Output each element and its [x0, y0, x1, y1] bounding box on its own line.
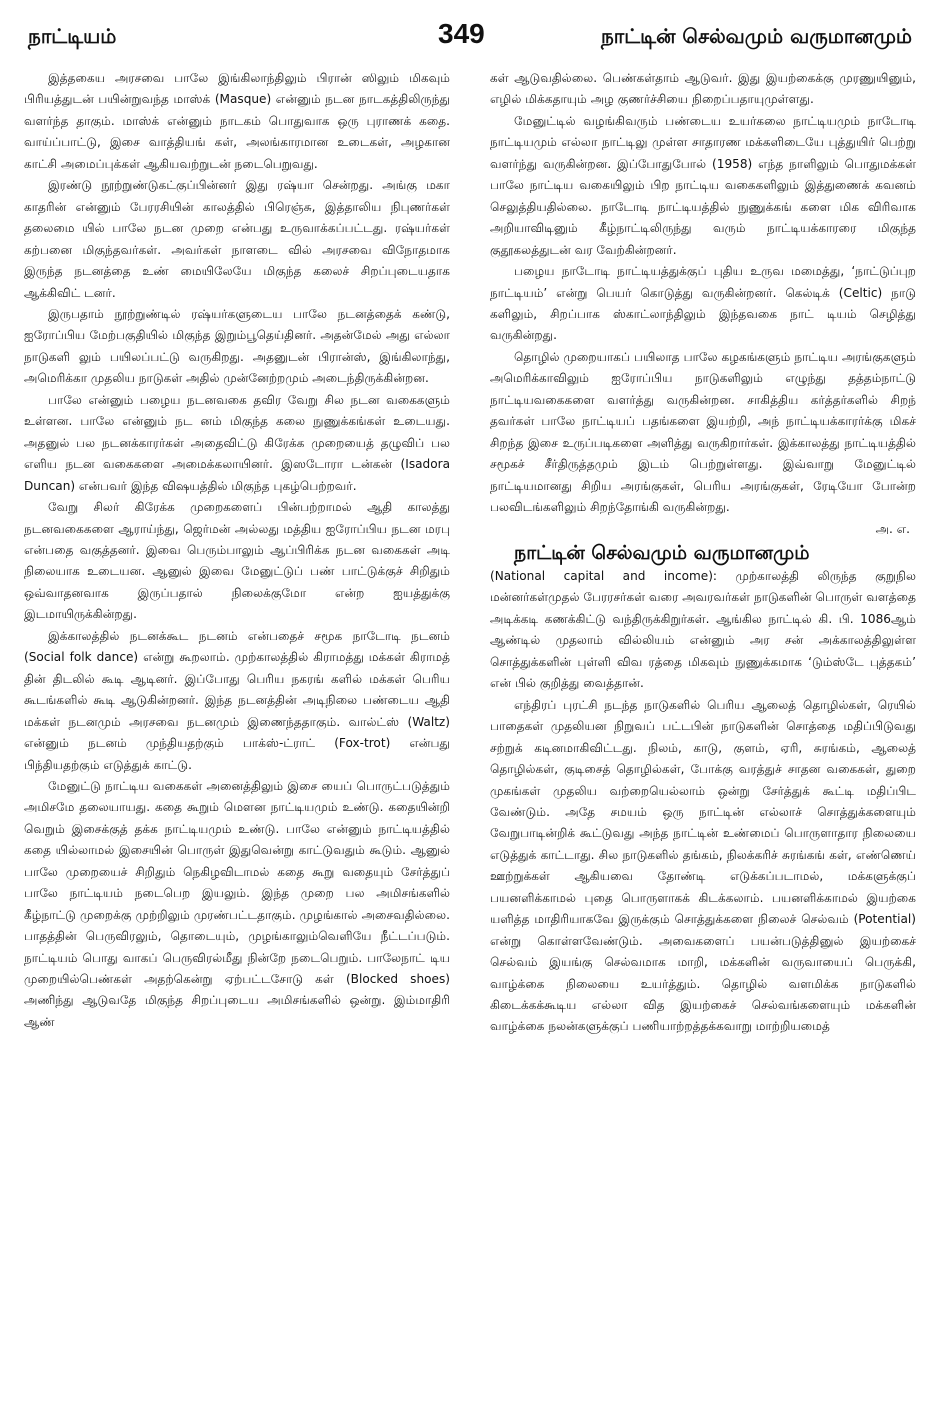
paragraph: பாலே என்னும் பழைய நடனவகை தவிர வேறு சில நடன வகைகளும் உள்ளன. பாலே என்னும் நட னம் மிகுந்த கலை நுணுக்கங்கள் உடையது. அதனுல் பல நடனக்காரர்கள் அதைவிட்டு கிரேக்க முறையைத் தழுவிப் பல எளிய நடன வகைகளை அமைக்கலாயினர். இஸடோரா டன்கன் (Isadora Duncan) என்பவர் இந்த விஷயத்தில் மிகுந்த புகழ்பெற்றவர்.	[24, 392, 450, 493]
page-header	[28, 14, 912, 54]
paragraph: தொழில் முறையாகப் பயிலாத பாலே கழகங்களும் நாட்டிய அரங்குகளும் அமெரிக்காவிலும் ஐரோப்பிய நாடுகளிலும் எழுந்து தத்தம்நாட்டு நாட்டியவகைகளை வளர்த்து வருகின்றன. சாகித்திய கர்த்தர்களில் சிறந் தவர்கள் பாலே நாட்டியப் பதங்களை இயற்றி, அந் நாட்டியக்காரர்க்கு மிகச் சிறந்த இசை உருப்படிகளை அளித்து வருகிறார்கள். இக்காலத்து நாட்டியத்தில் சமூகச் சீர்திருத்தமும் இடம் பெற்றுள்ளது. இவ்வாறு மேனுட்டில் நாட்டியமானது சிறிய அரங்குகள், பெரிய அரங்குகள், ரேடியோ போன்ற பலவிடங்களிலும் சிறந்தோங்கி வருகின்றது.	[490, 349, 916, 515]
paragraph: இத்தகைய அரசவை பாலே இங்கிலாந்திலும் பிரான் ஸிலும் மிகவும் பிரியத்துடன் பயின்றுவந்த மாஸ்க் (Masque) என்னும் நடன நாடகத்திலிருந்து வளர்ந்த தாகும். மாஸ்க் என்னும் நாடகம் பொதுவாக ஒரு புராணக் கதை. வாய்ப்பாட்டு, இசை வாத்தியங் கள், அலங்காரமான உடைகள், அழகான காட்சி அமைப்புக்கள் ஆகியவற்றுடன் நடைபெறுவது.	[24, 71, 450, 171]
author-signature: அ. எ.	[875, 521, 910, 536]
page-number: 349	[438, 18, 485, 49]
running-head-right: நாட்டின் செல்வமும் வருமானமும்	[600, 24, 912, 48]
running-head-left: நாட்டியம்	[28, 24, 117, 48]
paragraph: மேனுட்டில் வழங்கிவரும் பண்டைய உயர்கலை நாட்டியமும் நாடோடி நாட்டியமும் எல்லா நாட்டிலு முள்ள சாதாரண மக்களிடையே புத்துயிர் பெற்று வளர்ந்து வருகின்றன. இப்போதுபோல் (1958) எந்த நாளிலும் பொதுமக்கள் பாலே நாட்டிய வகையிலும் பிற நாட்டிய வகைகளிலும் இத்துணைக் கவனம் செலுத்தியதில்லை. நாடோடி நாட்டியத்தில் நுணுக்கங் களை மிக விரிவாக அறியாவிடினும் கீழ்நாட்டிலிருந்து வரும் நாட்டியக்காரரை மிகுந்த குதூகலத்துடன் வர வேற்கின்றனர்.	[490, 113, 916, 257]
paragraph: (National capital and income): முற்காலத்தி லிருந்த குறுநில மன்னர்கள்முதல் பேரரசர்கள் வரை அவரவர்கள் நாடுகளின் பொருள் வளத்தை அடிக்கடி கணக்கிட்டு வந்திருக்கிறுர்கள். ஆங்கில நாட்டில் கி. பி. 1086ஆம் ஆண்டில் முதலாம் வில்லியம் என்னும் அர சன் அக்காலத்திலுள்ள சொத்துக்களின் புள்ளி விவ ரத்தை மிகவும் நுணுக்கமாக ‘டும்ஸ்டே புத்தகம்’ என் பில் குறித்து வைத்தான்.	[490, 568, 916, 691]
paragraph: கள் ஆடுவதில்லை. பெண்கள்தாம் ஆடுவர். இது இயற்கைக்கு முரணுயினும், எழில் மிக்கதாயும் அழ குணர்ச்சியை நிறைப்பதாயுமுள்ளது.	[490, 71, 916, 107]
paragraph: இக்காலத்தில் நடனக்கூட நடனம் என்பதைச் சமூக நாடோடி நடனம் (Social folk dance) என்று கூறலாம். முற்காலத்தில் கிராமத்து மக்கள் கிராமத் தின் திடலில் கூடி ஆடினர். இப்போது பெரிய நகரங் களில் மக்கள் பெரிய கூடங்களில் கூடி ஆடுகின்றனர். இந்த நடனத்தின் அடிநிலை பண்டைய ஆதி மக்கள் நடனமும் அரசவை நடனமும் இணைந்ததாகும். வால்ட்ஸ் (Waltz) என்னும் நடனம் முந்தியதற்கும் பாக்ஸ்-ட்ராட் (Fox-trot) என்பது பிந்தியதற்கும் எடுத்துக் காட்டு.	[24, 628, 450, 772]
paragraph: இருபதாம் நூற்றுண்டில் ரஷ்யர்களுடைய பாலே நடனத்தைக் கண்டு, ஐரோப்பிய மேற்பகுதியில் மிகுந்த இறும்பூதெய்தினர். அதன்மேல் அது எல்லா நாடுகளி லும் பயிலப்பட்டு வருகிறது. அதனுடன் பிரான்ஸ், இங்கிலாந்து, அமெரிக்கா முதலிய நாடுகள் அதில் முன்னேற்றமும் அடைந்திருக்கின்றன.	[24, 306, 450, 386]
paragraph: எந்திரப் புரட்சி நடந்த நாடுகளில் பெரிய ஆலைத் தொழில்கள், ரெயில் பாதைகள் முதலியன நிறுவப் பட்டபின் நாடுகளின் சொத்தை மதிப்பிடுவது சற்றுக் கடினமாகிவிட்டது. நிலம், காடு, குளம், ஏரி, சுரங்கம், ஆலைத் தொழில்கள், குடிசைத் தொழில்கள், போக்கு வரத்துச் சாதன வகைகள், துறை முகங்கள் முதலிய வற்றையெல்லாம் ஒன்று சேர்த்துக் கூட்டி மதிப்பிட வேண்டும். அதே சமயம் ஒரு நாட்டின் எல்லாச் சொத்துக்களையும் வேறுபாடின்றிக் கூட்டுவது அந்த நாட்டின் உண்மைப் பொருளாதார நிலையை எடுத்துக் காட்டாது. சில நாடுகளில் தங்கம், நிலக்கரிச் சுரங்கங் கள், எண்ணெய் ஊற்றுக்கள் ஆகியவை தோண்டி எடுக்கப்படாமல், மக்களுக்குப் பயனளிக்காமல் புதை பொருளாகக் கிடக்கலாம். பயனளிக்காமல் இயற்கை யளித்த மாதிரியாகவே இருக்கும் சொத்துக்களை நிலைச் செல்வம் (Potential) என்று கொள்ளவேண்டும். அவைகளைப் பயன்படுத்தினுல் இயற்கைச் செல்வம் இயங்கு செல்வமாக மாறி, மக்களின் வருவாயைப் பெருக்கி, வாழ்க்கை நிலையை உயர்த்தும். தொழில் வளமிக்க நாடுகளில் கிடைக்கக்கூடிய எல்லா வித இயற்கைச் செல்வங்களையும் மக்களின் வாழ்க்கை நலன்களுக்குப் பணியாற்றத்தக்கவாறு மாற்றியமைத்	[490, 697, 916, 1034]
paragraph: வேறு சிலர் கிரேக்க முறைகளைப் பின்பற்றாமல் ஆதி காலத்து நடனவகைகளை ஆராய்ந்து, ஜெர்மன் அல்லது மத்திய ஐரோப்பிய நடன மரபு என்பதை வகுத்தனர். இவை பெரும்பாலும் ஆப்பிரிக்க நடன வகைகள் அடி நிலையாக உடையன. ஆனுல் இவை மேனுட்டுப் பண் பாட்டுக்குச் சிறிதும் ஒவ்வாதனவாக இருப்பதால் நிலைக்குமோ என்ற ஐயத்துக்கு இடமாயிருக்கின்றது.	[24, 500, 450, 622]
paragraph: மேனுட்டு நாட்டிய வகைகள் அனைத்திலும் இசை யைப் பொருட்படுத்தும் அமிசமே தலையாயது. கதை கூறும் மௌன நாட்டியமும் உண்டு. கதையின்றி வெறும் இசைக்குத் தக்க நாட்டியமும் உண்டு. பாலே என்னும் நாட்டியத்தில் கதை யில்லாமல் இசையின் பொருள் இதுவென்று காட்டுவதும் கூடும். ஆனுல் பாலே முறையைச் சிறிதும் நெகிழவிடாமல் கதை கூறு வதையும் சேர்த்துப் பாலே நாட்டியம் நடைபெற இயலும். இந்த முறை பல அமிசங்களில் கீழ்நாட்டு முறைக்கு முற்றிலும் முரண்பட்டதாகும். முழங்கால் அசைவதில்லை. பாதத்தின் பெருவிரலும், தொடையும், முழங்காலும்வெளியே நீட்டப்படும். நாட்டியம் பொது வாகப் பெருவிரல்மீது நின்றே நடைபெறும். பாலேநாட் டிய முறையில்பெண்கள் அதற்கென்று ஏற்பட்டசோடு கள் (Blocked shoes) அணிந்து ஆடுவதே மிகுந்த சிறப்புடைய அமிசங்களில் ஒன்று. இம்மாதிரி ஆண்	[24, 778, 450, 1029]
paragraph: இரண்டு நூற்றுண்டுகட்குப்பின்னர் இது ரஷ்யா சென்றது. அங்கு மகா காதரின் என்னும் பேரரசியின் காலத்தில் பிரெஞ்சு, இத்தாலிய நிபுணர்கள் தலைமை யில் பாலே நடன முறை என்பது உருவாக்கப்பட்டது. ரஷ்யர்கள் கற்பனை மிகுந்தவர்கள். அவர்கள் நாளடை வில் அரசவை விநோதமாக இருந்த நடனத்தை உண் மையிலேயே மிகுந்த கலைச் சிறப்புடையதாக ஆக்கிவிட் டனர்.	[24, 178, 450, 300]
right-column	[490, 68, 916, 1413]
entry-title: நாட்டின் செல்வமும் வருமானமும்	[514, 541, 810, 564]
left-column	[24, 68, 450, 1413]
paragraph: பழைய நாடோடி நாட்டியத்துக்குப் புதிய உருவ மமைத்து, ‘நாட்டுப்புற நாட்டியம்’ என்று பெயர் கொடுத்து வருகின்றனர். கெல்டிக் (Celtic) நாடு களிலும், சிறப்பாக ஸ்காட்லாந்திலும் இந்தவகை நாட் டியம் செழித்து வருகின்றது.	[490, 264, 916, 343]
